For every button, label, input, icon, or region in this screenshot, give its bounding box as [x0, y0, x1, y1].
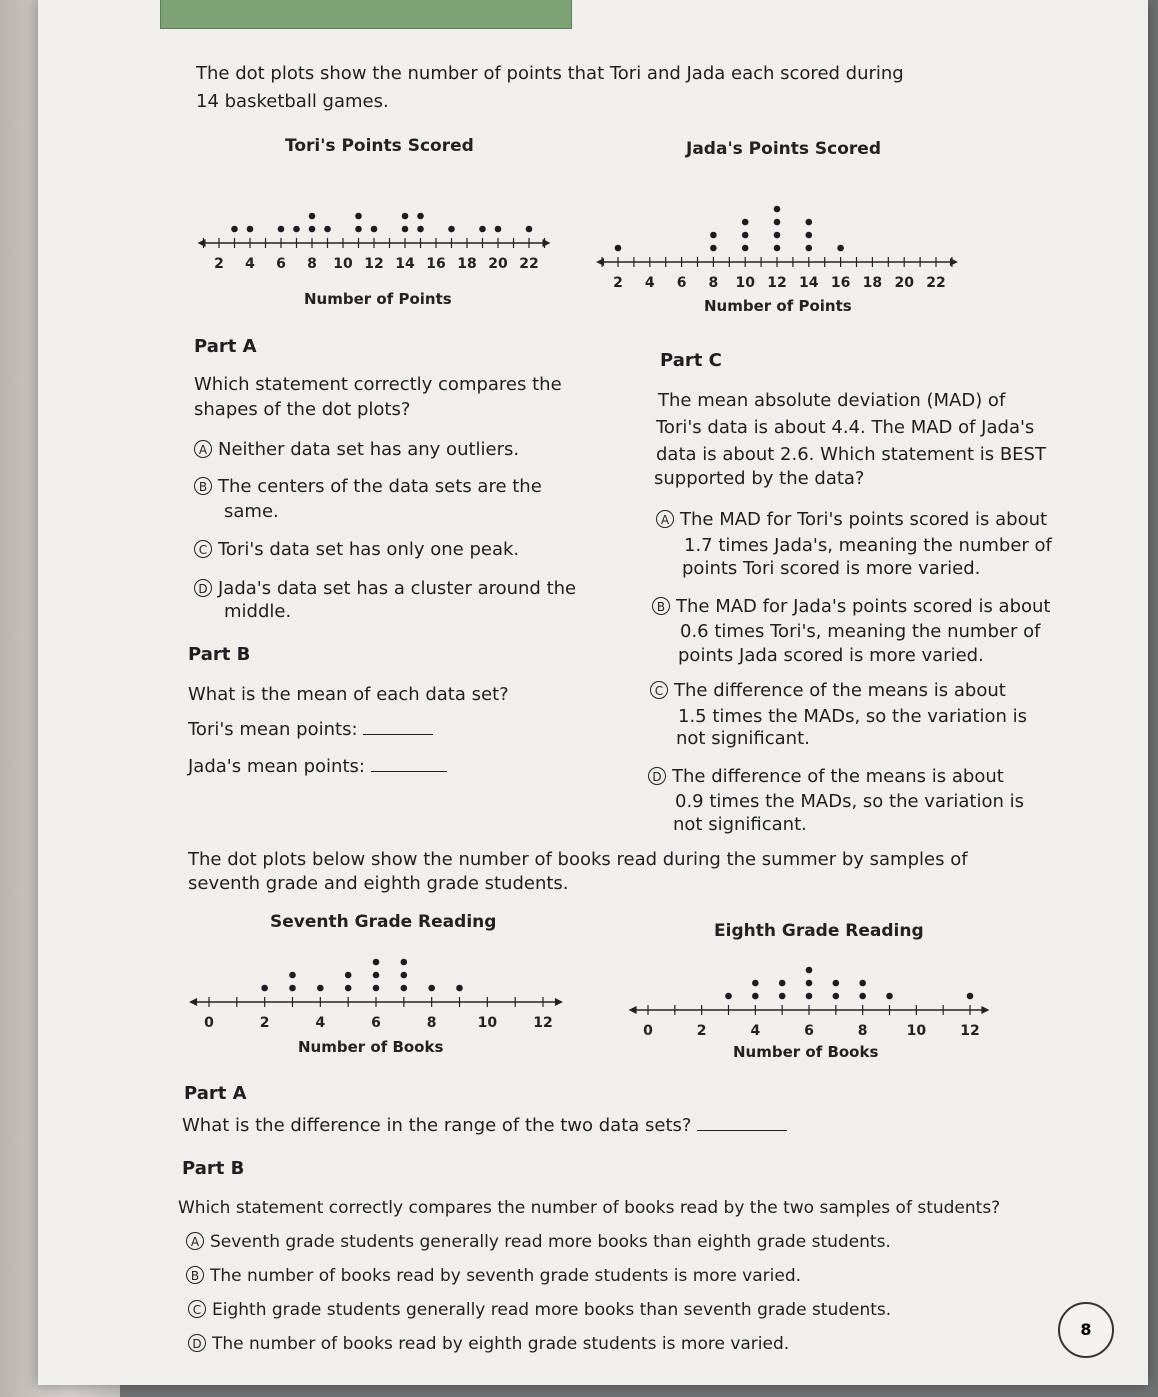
jada-dot-plot — [590, 160, 970, 290]
data-dot — [752, 980, 759, 987]
option-letter-circle: D — [194, 579, 212, 597]
part-a-question-2: shapes of the dot plots? — [194, 399, 411, 420]
option-letter-circle: A — [656, 510, 674, 528]
tori-mean-row — [188, 718, 433, 742]
jada-mean-label: Jada's mean points: — [188, 756, 365, 777]
tick-label: 8 — [426, 1015, 437, 1031]
option-letter-circle: B — [186, 1266, 204, 1284]
axis-arrow-right — [981, 1006, 989, 1014]
part-c-option-c-l2: 1.5 times the MADs, so the variation is — [678, 706, 1027, 727]
part-a-option-c[interactable] — [194, 538, 519, 562]
tick-label: 8 — [307, 256, 317, 272]
option-letter-circle: C — [194, 540, 212, 558]
tori-dot-plot — [190, 190, 560, 280]
part-c-option-b[interactable] — [652, 595, 1051, 619]
data-dot — [615, 245, 622, 252]
tick-label: 20 — [894, 275, 914, 291]
tick-label: 10 — [477, 1015, 498, 1031]
data-dot — [309, 226, 316, 233]
tick-label: 22 — [519, 256, 539, 272]
part-b2-option-b[interactable] — [186, 1264, 801, 1288]
data-dot — [401, 972, 408, 979]
data-dot — [401, 985, 408, 992]
eighth-x-axis-label: Number of Books — [733, 1043, 879, 1061]
seventh-x-axis-label: Number of Books — [298, 1038, 444, 1056]
axis-arrow-left — [189, 998, 197, 1006]
data-dot — [967, 993, 974, 1000]
data-dot — [774, 206, 781, 213]
data-dot — [231, 226, 238, 233]
option-text: The MAD for Jada's points scored is about — [676, 596, 1051, 617]
part-a-option-d[interactable] — [194, 577, 576, 601]
option-letter-circle: D — [188, 1334, 206, 1352]
part-b2-option-c[interactable] — [188, 1298, 891, 1322]
data-dot — [779, 980, 786, 987]
data-dot — [806, 245, 813, 252]
data-dot — [806, 967, 813, 974]
option-text: The number of books read by seventh grade students is more varied. — [210, 1266, 802, 1286]
option-text: Eighth grade students generally read more books than seventh grade students. — [212, 1300, 892, 1320]
data-dot — [373, 985, 380, 992]
data-dot — [289, 985, 296, 992]
part-a-option-d-cont: middle. — [224, 601, 292, 622]
axis-arrow-left — [629, 1006, 637, 1014]
intro-line-1: The dot plots show the number of points that Tori and Jada each scored during — [196, 63, 904, 84]
tori-mean-answer-blank[interactable] — [363, 718, 433, 735]
data-dot — [479, 226, 486, 233]
part-c-option-d[interactable] — [648, 765, 1004, 789]
tick-label: 16 — [830, 275, 851, 291]
option-text: The number of books read by eighth grade students is more varied. — [212, 1334, 790, 1354]
jada-x-axis-label: Number of Points — [704, 297, 852, 315]
tick-label: 4 — [315, 1015, 326, 1031]
part-c-question-4: supported by the data? — [654, 468, 865, 489]
tick-label: 4 — [750, 1023, 761, 1039]
data-dot — [401, 959, 408, 966]
tick-label: 18 — [862, 275, 883, 291]
tick-label: 6 — [276, 256, 286, 272]
part-a-heading: Part A — [194, 336, 257, 357]
part-c-option-d-l3: not significant. — [673, 814, 807, 835]
data-dot — [428, 985, 435, 992]
seventh-grade-dot-plot — [180, 930, 570, 1040]
tick-label: 4 — [245, 256, 255, 272]
part-b2-heading: Part B — [182, 1158, 245, 1179]
data-dot — [417, 226, 424, 233]
option-text: The centers of the data sets are the — [218, 476, 542, 497]
part-c-option-a[interactable] — [656, 508, 1047, 532]
part-b2-question: Which statement correctly compares the number of books read by the two samples of students? — [178, 1198, 1001, 1218]
data-dot — [806, 980, 813, 987]
part-c-option-c-l3: not significant. — [676, 728, 810, 749]
data-dot — [371, 226, 378, 233]
part-b2-option-d[interactable] — [188, 1332, 789, 1356]
data-dot — [742, 245, 749, 252]
data-dot — [373, 959, 380, 966]
part-c-option-a-l2: 1.7 times Jada's, meaning the number of — [684, 535, 1052, 556]
data-dot — [309, 213, 316, 220]
part-c-question-3: data is about 2.6. Which statement is BEST — [656, 444, 1046, 465]
tick-label: 12 — [960, 1023, 980, 1039]
tick-label: 14 — [395, 256, 415, 272]
part-c-heading: Part C — [660, 350, 722, 371]
tick-label: 0 — [643, 1023, 653, 1039]
tick-label: 2 — [613, 275, 623, 291]
option-letter-circle: B — [652, 597, 670, 615]
part-b-heading: Part B — [188, 644, 251, 665]
axis-arrow-left — [596, 258, 604, 266]
tick-label: 10 — [735, 275, 755, 291]
tick-label: 12 — [533, 1015, 553, 1031]
option-text: The difference of the means is about — [672, 766, 1004, 787]
option-text: Seventh grade students generally read more books than eighth grade students. — [210, 1232, 891, 1252]
option-letter-circle: A — [194, 440, 212, 458]
data-dot — [247, 226, 254, 233]
intro-line-2: 14 basketball games. — [196, 91, 389, 112]
data-dot — [261, 985, 268, 992]
data-dot — [806, 993, 813, 1000]
option-letter-circle: A — [186, 1232, 204, 1250]
green-header-strip — [160, 0, 572, 29]
data-dot — [495, 226, 502, 233]
data-dot — [289, 972, 296, 979]
part-c-option-c[interactable] — [650, 679, 1006, 703]
data-dot — [806, 219, 813, 226]
data-dot — [373, 972, 380, 979]
part-a-option-b[interactable] — [194, 475, 542, 499]
axis-arrow-left — [198, 239, 206, 247]
part-b-question: What is the mean of each data set? — [188, 684, 509, 705]
data-dot — [293, 226, 300, 233]
data-dot — [774, 232, 781, 239]
part-c-question-1: The mean absolute deviation (MAD) of — [658, 390, 1006, 411]
part-c-option-b-l3: points Jada scored is more varied. — [678, 645, 984, 666]
tori-x-axis-label: Number of Points — [304, 290, 452, 308]
option-text: Neither data set has any outliers. — [218, 439, 520, 460]
data-dot — [742, 219, 749, 226]
part-a2-question: What is the difference in the range of the two data sets? — [182, 1115, 692, 1136]
part-a2-question-row — [182, 1114, 787, 1138]
part-a2-heading: Part A — [184, 1083, 247, 1104]
tick-label: 18 — [457, 256, 477, 272]
data-dot — [324, 226, 331, 233]
axis-arrow-right — [950, 258, 958, 266]
part-b2-option-a[interactable] — [186, 1230, 891, 1254]
tori-plot-title: Tori's Points Scored — [285, 136, 474, 156]
data-dot — [402, 226, 409, 233]
tick-label: 6 — [804, 1023, 814, 1039]
tick-label: 14 — [799, 275, 819, 291]
data-dot — [774, 219, 781, 226]
axis-arrow-right — [555, 998, 563, 1006]
tick-label: 2 — [696, 1023, 707, 1039]
data-dot — [710, 245, 717, 252]
option-letter-circle: C — [188, 1300, 206, 1318]
tick-label: 12 — [364, 256, 384, 272]
tick-label: 10 — [333, 256, 353, 272]
part-a-question-1: Which statement correctly compares the — [194, 374, 562, 395]
eighth-plot-title: Eighth Grade Reading — [714, 921, 924, 941]
jada-plot-title: Jada's Points Scored — [686, 139, 881, 159]
jada-mean-row — [188, 755, 447, 779]
tick-label: 10 — [906, 1023, 927, 1039]
tick-label: 4 — [644, 275, 655, 291]
data-dot — [278, 226, 285, 233]
part-a-option-a[interactable] — [194, 438, 519, 462]
data-dot — [742, 232, 749, 239]
tick-label: 20 — [488, 256, 508, 272]
data-dot — [710, 232, 717, 239]
data-dot — [448, 226, 455, 233]
page-number: 8 — [1058, 1302, 1114, 1358]
tick-label: 6 — [371, 1015, 381, 1031]
data-dot — [317, 985, 324, 992]
data-dot — [859, 993, 866, 1000]
jada-mean-answer-blank[interactable] — [371, 755, 447, 772]
part-c-option-b-l2: 0.6 times Tori's, meaning the number of — [680, 621, 1041, 642]
option-letter-circle: C — [650, 681, 668, 699]
intro2-line-2: seventh grade and eighth grade students. — [188, 873, 569, 894]
option-text: The MAD for Tori's points scored is about — [680, 509, 1048, 530]
tick-label: 2 — [259, 1015, 270, 1031]
tick-label: 22 — [926, 275, 946, 291]
data-dot — [837, 245, 844, 252]
data-dot — [355, 226, 362, 233]
tick-label: 2 — [214, 256, 224, 272]
axis-arrow-right — [543, 239, 551, 247]
tori-mean-label: Tori's mean points: — [188, 719, 358, 740]
option-text: Jada's data set has a cluster around the — [218, 578, 577, 599]
eighth-grade-dot-plot — [630, 945, 990, 1045]
option-letter-circle: D — [648, 767, 666, 785]
data-dot — [355, 213, 362, 220]
intro2-line-1: The dot plots below show the number of books read during the summer by samples of — [188, 849, 968, 870]
part-c-option-d-l2: 0.9 times the MADs, so the variation is — [675, 791, 1024, 812]
data-dot — [725, 993, 732, 1000]
tick-label: 6 — [676, 275, 687, 291]
data-dot — [859, 980, 866, 987]
tick-label: 8 — [857, 1023, 868, 1039]
data-dot — [774, 245, 781, 252]
seventh-plot-title: Seventh Grade Reading — [270, 912, 497, 932]
option-letter-circle: B — [194, 477, 212, 495]
data-dot — [752, 993, 759, 1000]
range-difference-answer-blank[interactable] — [697, 1114, 787, 1131]
data-dot — [886, 993, 893, 1000]
part-a-option-b-cont: same. — [224, 501, 279, 522]
tick-label: 16 — [426, 256, 446, 272]
part-c-option-a-l3: points Tori scored is more varied. — [682, 558, 981, 579]
data-dot — [526, 226, 533, 233]
data-dot — [833, 993, 840, 1000]
data-dot — [833, 980, 840, 987]
tick-label: 0 — [204, 1015, 214, 1031]
data-dot — [779, 993, 786, 1000]
tick-label: 12 — [767, 275, 787, 291]
data-dot — [806, 232, 813, 239]
data-dot — [402, 213, 409, 220]
part-c-question-2: Tori's data is about 4.4. The MAD of Jada's — [656, 417, 1035, 438]
option-text: Tori's data set has only one peak. — [218, 539, 520, 560]
tick-label: 8 — [708, 275, 719, 291]
option-text: The difference of the means is about — [674, 680, 1006, 701]
data-dot — [456, 985, 463, 992]
data-dot — [345, 985, 352, 992]
data-dot — [345, 972, 352, 979]
data-dot — [417, 213, 424, 220]
